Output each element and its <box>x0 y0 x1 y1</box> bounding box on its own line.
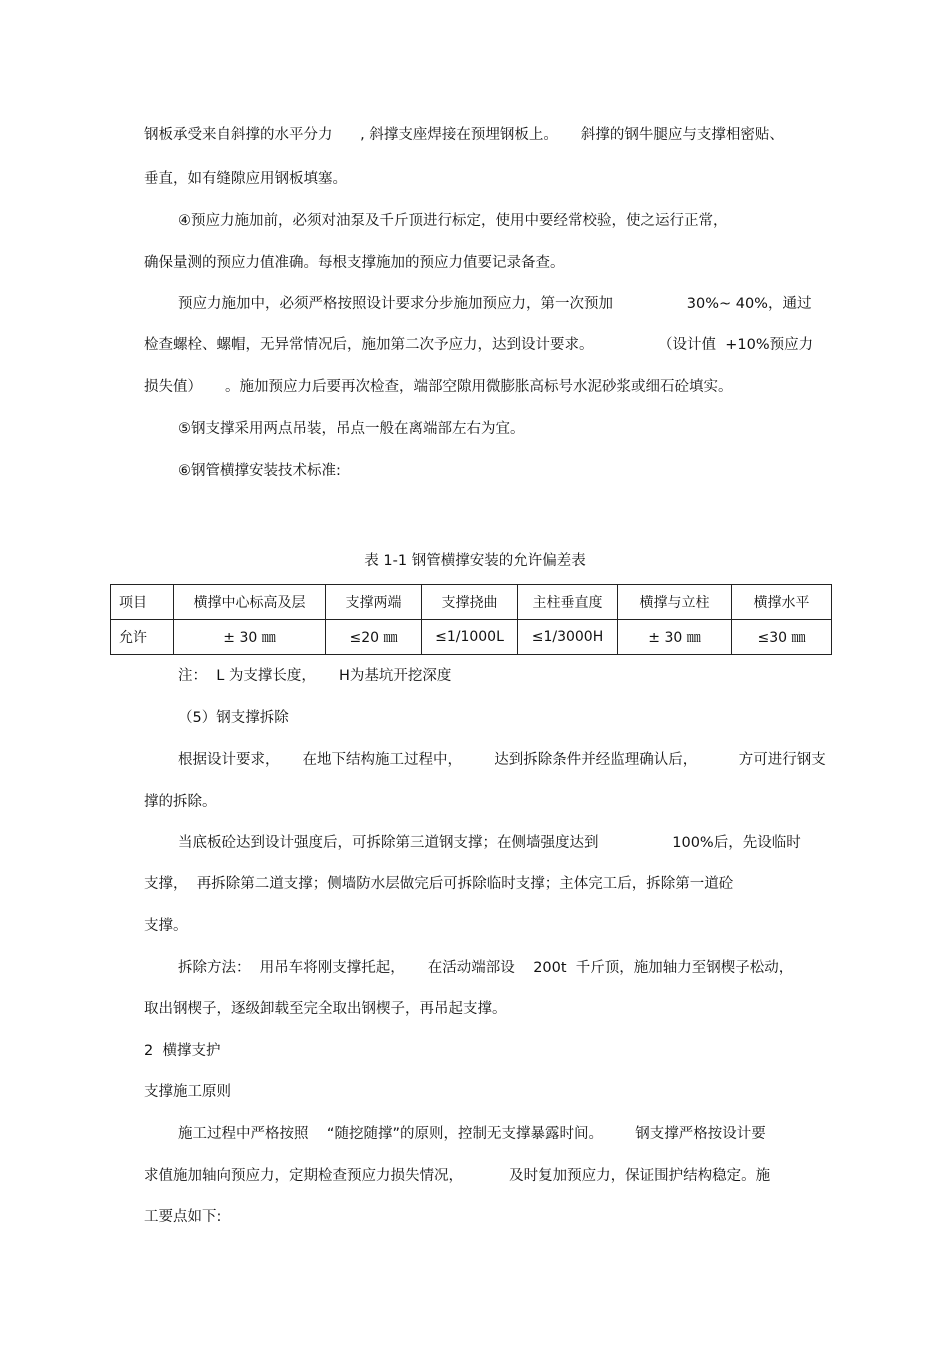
table-cell: ≤30 ㎜ <box>732 620 832 655</box>
text-line-2: 垂直，如有缝隙应用钢板填塞。 <box>144 171 347 187</box>
text-line-6: 检查螺栓、螺帽，无异常情况后，施加第二次予应力，达到设计要求。 （设计值 +10%预应力 <box>144 337 814 353</box>
section-heading-2: 2 横撑支护 <box>144 1043 221 1059</box>
text-line-3: ④预应力施加前，必须对油泵及千斤顶进行标定，使用中要经常校验，使之运行正常， <box>178 213 728 229</box>
text-line-14: 支撑。 <box>144 918 188 934</box>
table-cell: 横撑与立柱 <box>618 585 732 620</box>
table-cell: ≤1/3000H <box>518 620 618 655</box>
table-header-row <box>111 585 832 620</box>
text-line-16: 取出钢楔子，逐级卸载至完全取出钢楔子，再吊起支撑。 <box>144 1001 507 1017</box>
table-cell: 横撑中心标高及层 <box>174 585 326 620</box>
text-line-1: 钢板承受来自斜撑的水平分力 , 斜撑支座焊接在预埋钢板上。 斜撑的钢牛腿应与支撑相密贴、 <box>144 127 784 143</box>
table-cell: ± 30 ㎜ <box>174 620 326 655</box>
table-cell: ± 30 ㎜ <box>618 620 732 655</box>
table-cell: 主柱垂直度 <box>518 585 618 620</box>
text-line-10: 根据设计要求， 在地下结构施工过程中， 达到拆除条件并经监理确认后， 方可进行钢支 <box>178 752 826 768</box>
text-line-11: 撑的拆除。 <box>144 794 217 810</box>
text-line-15: 拆除方法： 用吊车将刚支撑托起， 在活动端部设 200t 千斤顶，施加轴力至钢楔子松动， <box>178 960 794 976</box>
table-row <box>111 620 832 655</box>
table-cell: 支撑挠曲 <box>422 585 518 620</box>
deviation-table <box>110 584 832 655</box>
table-cell: 项目 <box>111 585 174 620</box>
table-cell: ≤20 ㎜ <box>326 620 422 655</box>
section-heading: （5）钢支撑拆除 <box>178 710 289 726</box>
text-line-5: 预应力施加中，必须严格按照设计要求分步施加预应力，第一次预加 30%~ 40%，通过 <box>178 296 812 312</box>
subsection-heading: 支撑施工原则 <box>144 1084 231 1100</box>
text-line-4: 确保量测的预应力值准确。每根支撑施加的预应力值要记录备查。 <box>144 255 565 271</box>
text-line-9: ⑥钢管横撑安装技术标准: <box>178 463 341 479</box>
text-line-8: ⑤钢支撑采用两点吊装，吊点一般在离端部左右为宜。 <box>178 421 525 437</box>
table-cell: 横撑水平 <box>732 585 832 620</box>
text-line-13: 支撑， 再拆除第二道支撑；侧墙防水层做完后可拆除临时支撑；主体完工后，拆除第一道砼 <box>144 876 734 892</box>
table-caption: 表 1-1 钢管横撑安装的允许偏差表 <box>364 553 586 569</box>
table-cell: 支撑两端 <box>326 585 422 620</box>
table-note: 注： L 为支撑长度， H为基坑开挖深度 <box>178 668 452 684</box>
text-line-17: 施工过程中严格按照 “随挖随撑”的原则，控制无支撑暴露时间。 钢支撑严格按设计要 <box>178 1126 766 1142</box>
text-line-12: 当底板砼达到设计强度后，可拆除第三道钢支撑；在侧墙强度达到 100%后，先设临时 <box>178 835 801 851</box>
text-line-7: 损失值） 。施加预应力后要再次检查，端部空隙用微膨胀高标号水泥砂浆或细石砼填实。 <box>144 379 733 395</box>
table-cell: ≤1/1000L <box>422 620 518 655</box>
table-cell: 允许 <box>111 620 174 655</box>
text-line-19: 工要点如下: <box>144 1209 222 1225</box>
text-line-18: 求值施加轴向预应力，定期检查预应力损失情况， 及时复加预应力，保证围护结构稳定。施 <box>144 1168 771 1184</box>
